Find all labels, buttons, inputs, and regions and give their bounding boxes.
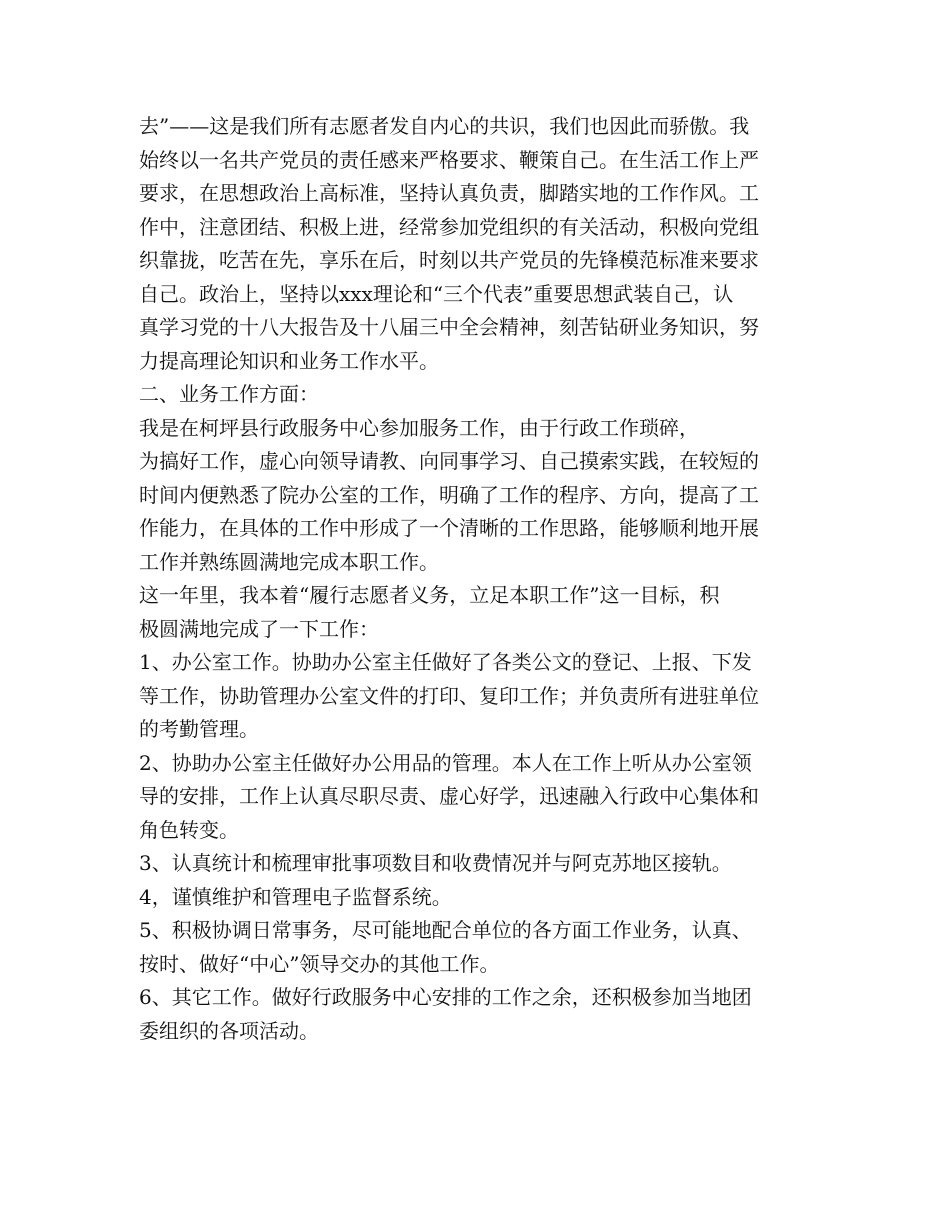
text-line: 力提高理论知识和业务工作水平。 (139, 348, 439, 373)
text-line: 5、积极协调日常事务，尽可能地配合单位的各方面工作业务，认真、 (139, 918, 752, 942)
text-line: 时间内便熟悉了院办公室的工作，明确了工作的程序、方向，提高了工 (139, 482, 759, 507)
text-line: 委组织的各项活动。 (139, 1018, 319, 1043)
paragraph-service-center-work (139, 412, 815, 580)
list-item-office-supplies (139, 747, 815, 848)
text-line: 等工作，协助管理办公室文件的打印、复印工作；并负责所有进驻单位 (139, 683, 759, 708)
text-line: 按时、做好“中心”领导交办的其他工作。 (139, 951, 500, 976)
list-item-daily-affairs (139, 914, 815, 981)
text-line: 2、协助办公室主任做好办公用品的管理。本人在工作上听从办公室领 (139, 750, 752, 775)
text-line: 自己。政治上，坚持以xxx理论和“三个代表”重要思想武装自己，认 (139, 281, 734, 306)
text-line: 这一年里，我本着“履行志愿者义务，立足本职工作”这一目标，积 (139, 583, 720, 607)
text-line: 去”——这是我们所有志愿者发自内心的共识，我们也因此而骄傲。我 (139, 114, 750, 138)
text-line: 工作并熟练圆满地完成本职工作。 (139, 549, 439, 574)
list-item-statistics (139, 847, 815, 881)
text-line: 极圆满地完成了一下工作： (139, 616, 379, 641)
text-line: 为搞好工作，虚心向领导请教、向同事学习、自己摸索实践，在较短的 (139, 449, 759, 473)
text-line: 3、认真统计和梳理审批事项数目和收费情况并与阿克苏地区接轨。 (139, 851, 732, 875)
text-line: 6、其它工作。做好行政服务中心安排的工作之余，还积极参加当地团 (139, 985, 752, 1009)
text-line: 我是在柯坪县行政服务中心参加服务工作，由于行政工作琐碎， (139, 415, 699, 440)
list-item-other-work (139, 981, 815, 1048)
text-line: 1、办公室工作。协助办公室主任做好了各类公文的登记、上报、下发 (139, 650, 752, 674)
text-line: 作中，注意团结、积极上进，经常参加党组织的有关活动，积极向党组 (139, 214, 759, 239)
paragraph-year-summary (139, 579, 815, 646)
section-heading-business-work (139, 378, 815, 412)
text-line: 作能力，在具体的工作中形成了一个清晰的工作思路，能够顺利地开展 (139, 516, 759, 540)
text-line: 的考勤管理。 (139, 717, 259, 741)
text-line: 要求，在思想政治上高标准，坚持认真负责，脚踏实地的工作作风。工 (139, 181, 759, 205)
text-line: 始终以一名共产党员的责任感来严格要求、鞭策自己。在生活工作上严 (139, 147, 759, 172)
text-line: 织靠拢，吃苦在先，享乐在后，时刻以共产党员的先锋模范标准来要求 (139, 248, 759, 272)
list-item-monitoring-system (139, 881, 815, 915)
text-line: 二、业务工作方面： (139, 382, 319, 406)
document-body (139, 110, 815, 1048)
paragraph-volunteer-self-requirements (139, 110, 815, 378)
text-line: 角色转变。 (139, 817, 239, 842)
text-line: 真学习党的十八大报告及十八届三中全会精神，刻苦钻研业务知识，努 (139, 315, 759, 339)
text-line: 导的安排，工作上认真尽职尽责、虚心好学，迅速融入行政中心集体和 (139, 784, 759, 808)
list-item-office-work (139, 646, 815, 747)
text-line: 4，谨慎维护和管理电子监督系统。 (139, 884, 452, 909)
